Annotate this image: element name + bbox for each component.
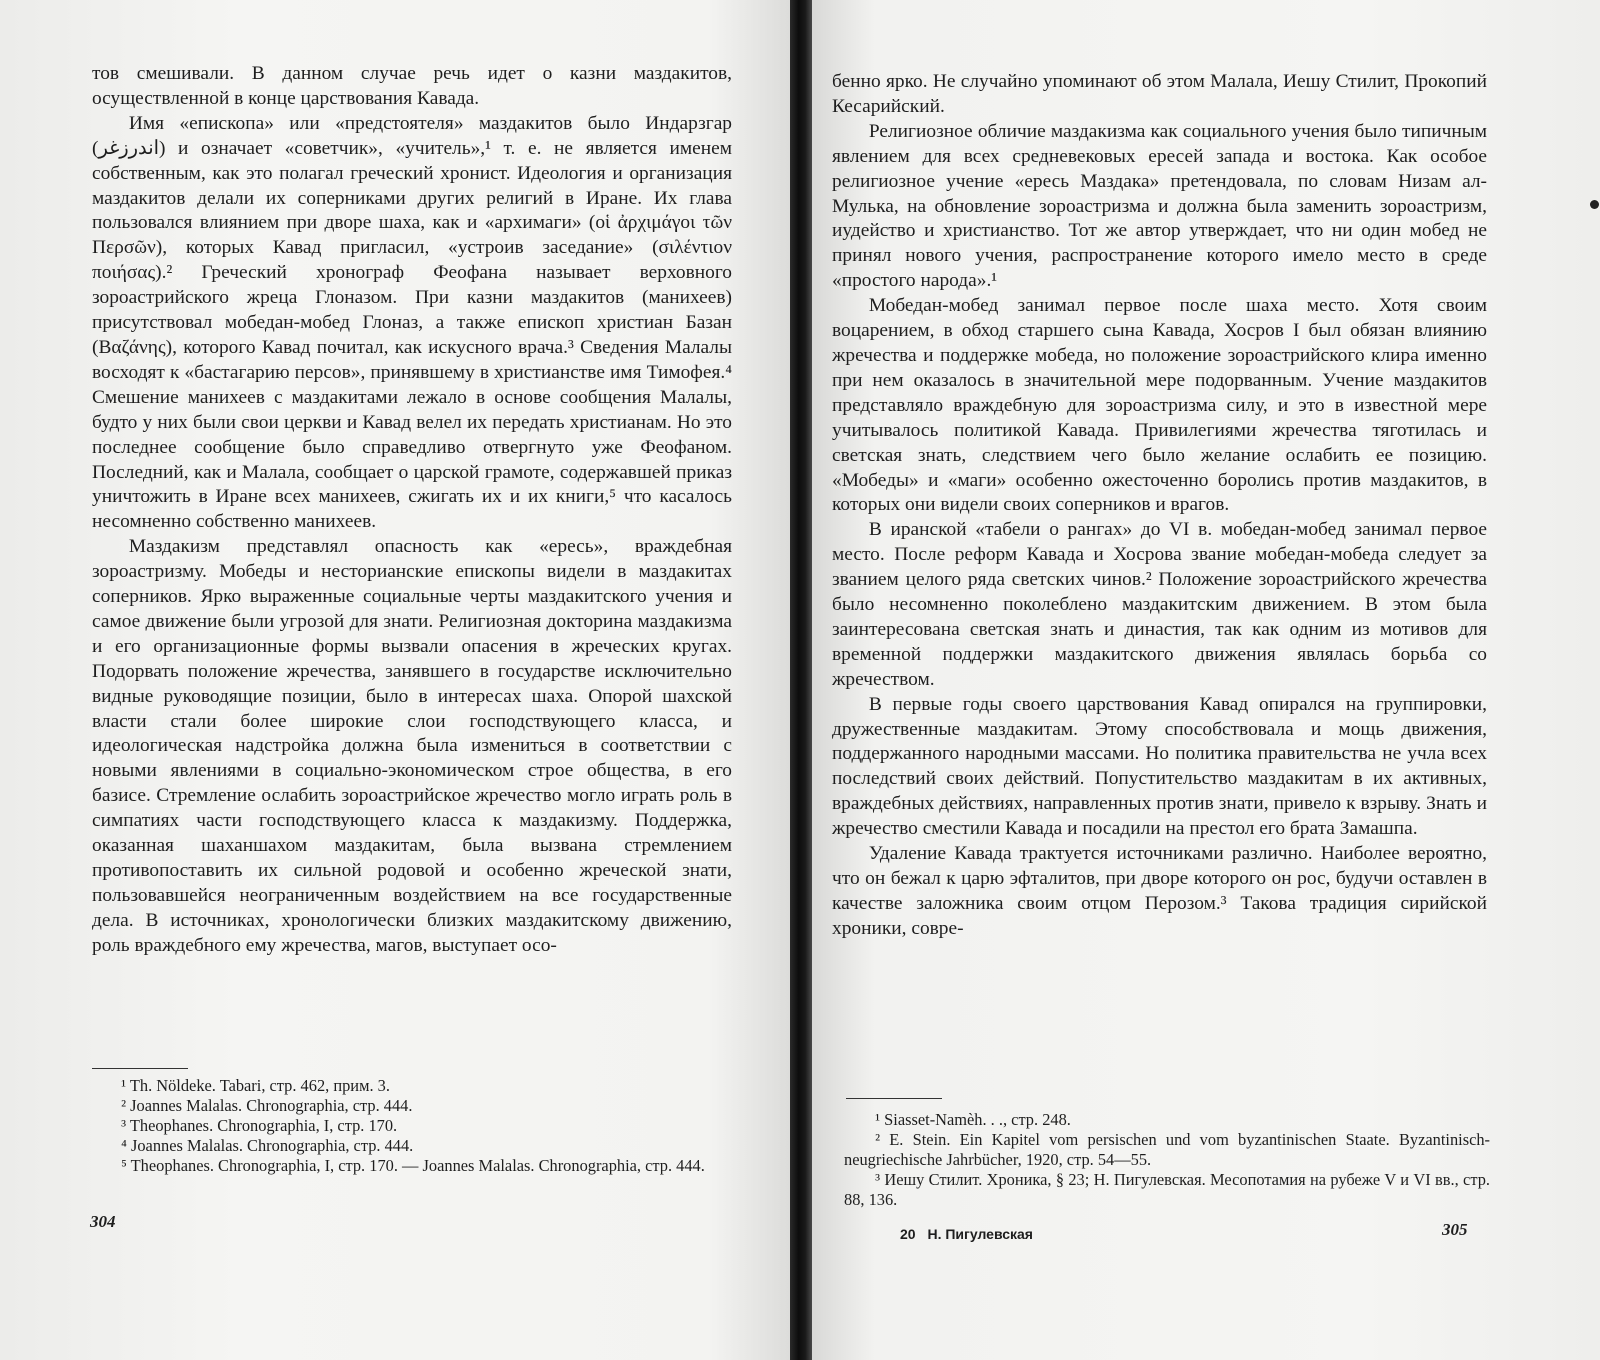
signature-number: 20 <box>900 1226 916 1242</box>
left-page <box>0 0 790 1360</box>
right-footnote-1: ¹ Siasset-Namèh. . ., стр. 248. <box>875 1110 1071 1129</box>
left-footnote-4: ⁴ Joannes Malalas. Chronographia, стр. 444. <box>121 1136 414 1155</box>
left-footnote-5: ⁵ Theophanes. Chronographia, I, стр. 170. — Joannes Malalas. Chronographia, стр. 444. <box>121 1156 705 1175</box>
left-page-number: 304 <box>90 1212 116 1231</box>
right-footnotes <box>844 1110 1490 1210</box>
left-footnotes <box>90 1076 730 1176</box>
right-paragraph-5: В первые годы своего царствования Кавад опирался на группировки, дружественные маздакитам. Этому способствовала и мощь движения, поддержанного народными массами. Но политика правительства не учла всех последствий своих действий. Попустительство маздакитам в их активных, враждебных действиях, направленных против знати, привело к взрыву. Знать и жречество сместили Кавада и посадили на престол его брата Замашпа. <box>832 693 1487 840</box>
right-page-number: 305 <box>1442 1220 1468 1239</box>
left-footnote-3: ³ Theophanes. Chronographia, I, стр. 170. <box>121 1116 398 1135</box>
left-footnote-rule <box>92 1068 188 1069</box>
left-paragraph-3: Маздакизм представлял опасность как «ересь», враждебная зороастризму. Мобеды и несторианские епископы видели в маздакитах соперников. Ярко выраженные социальные черты маздакитского учения и самое движение были угрозой для знати. Религиозная докторина маздакизма и его организационные формы вызвали опасения в жреческих кругах. Подорвать положение жречества, занявшего в государстве исключительно видные руководящие позиции, было в интересах шаха. Опорой шахской власти стали более широкие слои господствующего класса, и идеологическая надстройка должна была измениться в соответствии с новыми явлениями в социально-экономическом строе общества, в его базисе. Стремление ослабить зороастрийское жречество могло играть роль в симпатиях части господствующего класса к маздакизму. Поддержка, оказанная шаханшахом маздакитам, была вызвана стремлением противопоставить их сильной родовой и особенно жреческой знати, пользовавшейся неограниченным воздействием на все государственные дела. В источниках, хронологически близких маздакитскому движению, роль враждебного ему жречества, магов, выступает осо- <box>92 536 732 956</box>
book-gutter <box>790 0 812 1360</box>
right-paragraph-6: Удаление Кавада трактуется источниками различно. Наиболее вероятно, что он бежал к царю эфталитов, при дворе которого он рос, будучи оставлен в качестве заложника своим отцом Перозом.³ Такова традиция сирийской хроники, совре- <box>832 843 1487 939</box>
right-footnote-rule <box>846 1098 942 1099</box>
signature-author: Н. Пигулевская <box>927 1226 1033 1242</box>
printer-signature <box>900 1226 1033 1242</box>
right-paragraph-4: В иранской «табели о рангах» до VI в. мобедан-мобед занимал первое место. После реформ Кавада и Хосрова звание мобедан-мобеда следует за званием целого ряда светских чинов.² Положение зороастрийского жречества было несомненно поколеблено маздакитским движением. В этом была заинтересована светская знать и династия, так как одним из мотивов для временной поддержки маздакитского движения являлась борьба со жречеством. <box>832 519 1487 690</box>
right-paragraph-2: Религиозное обличие маздакизма как социального учения было типичным явлением для всех средневековых ересей запада и востока. Как особое религиозное учение «ересь Маздака» претендовала, по словам Низам ал-Мулька, на обновление зороастризма и должна была заменить зороастризм, иудейство и христианство. Тот же автор утверждает, что ни один мобед не принял нового учения, распространение которого имело место в среде «простого народа».¹ <box>832 120 1487 292</box>
left-footnote-2: ² Joannes Malalas. Chronographia, стр. 444. <box>121 1096 413 1115</box>
margin-dot-mark <box>1590 200 1599 209</box>
left-body-text <box>92 62 732 959</box>
right-page <box>812 0 1600 1360</box>
right-body-text <box>832 70 1487 942</box>
left-footnote-1: ¹ Th. Nöldeke. Tabari, стр. 462, прим. 3. <box>121 1076 390 1095</box>
right-paragraph-1: бенно ярко. Не случайно упоминают об этом Малала, Иешу Стилит, Прокопий Кесарийский. <box>832 71 1487 117</box>
right-footnote-3: ³ Иешу Стилит. Хроника, § 23; Н. Пигулевская. Месопотамия на рубеже V и VI вв., стр. 88, 136. <box>844 1170 1490 1209</box>
left-paragraph-2: Имя «епископа» или «предстоятеля» маздакитов было Индарзгар (اندرزغر) и означает «советчик», «учитель»,¹ т. е. не является именем собственным, как это полагал греческий хронист. Идеология и организация маздакитов делали их соперниками других религий в Иране. Их глава пользовался влиянием при дворе шаха, как и «архимаги» (οἱ ἀρχιμάγοι τῶν Περσῶν), которых Кавад пригласил, «устроив заседание» (σιλέντιον ποιήσας).² Греческий хронограф Феофана называет верховного зороастрийского жреца Глоназом. При казни маздакитов (манихеев) присутствовал мобедан-мобед Глоназ, а также епископ христиан Базан (Βαζάνης), которого Кавад почитал, как искусного врача.³ Сведения Малалы восходят к «бастагарию персов», принявшему в христианстве имя Тимофея.⁴ Смешение манихеев с маздакитами лежало в основе сообщения Малалы, будто у них были свои церкви и Кавад велел их передать христианам. Но это последнее сообщение было справедливо отвергнуто уже Феофаном. Последний, как и Малала, сообщает о царской грамоте, содержавшей приказ уничтожить в Иране всех манихеев, сжигать их и их книги,⁵ что касалось несомненно собственно манихеев. <box>92 112 732 533</box>
left-paragraph-1: тов смешивали. В данном случае речь идет о казни маздакитов, осуществленной в конце царствования Кавада. <box>92 63 732 109</box>
right-paragraph-3: Мобедан-мобед занимал первое после шаха место. Хотя своим воцарением, в обход старшего сына Кавада, Хосров I был обязан влиянию жречества и поддержке мобеда, но положение зороастрийского клира именно при нем оказалось в значительной мере подорванным. Учение маздакитов представляло враждебную для зороастризма силу, и это в известной мере учитывалось политикой Кавада. Привилегиями жречества тяготилась и светская знать, следствием чего было желание ослабить ее позицию. «Мобеды» и «маги» особенно ожесточенно боролись против маздакитов, в которых они видели своих соперников и врагов. <box>832 295 1487 516</box>
right-footnote-2: ² E. Stein. Ein Kapitel vom persischen und vom byzantinischen Staate. Byzantinisch-neugriechische Jahrbücher, 1920, стр. 54—55. <box>844 1130 1490 1169</box>
